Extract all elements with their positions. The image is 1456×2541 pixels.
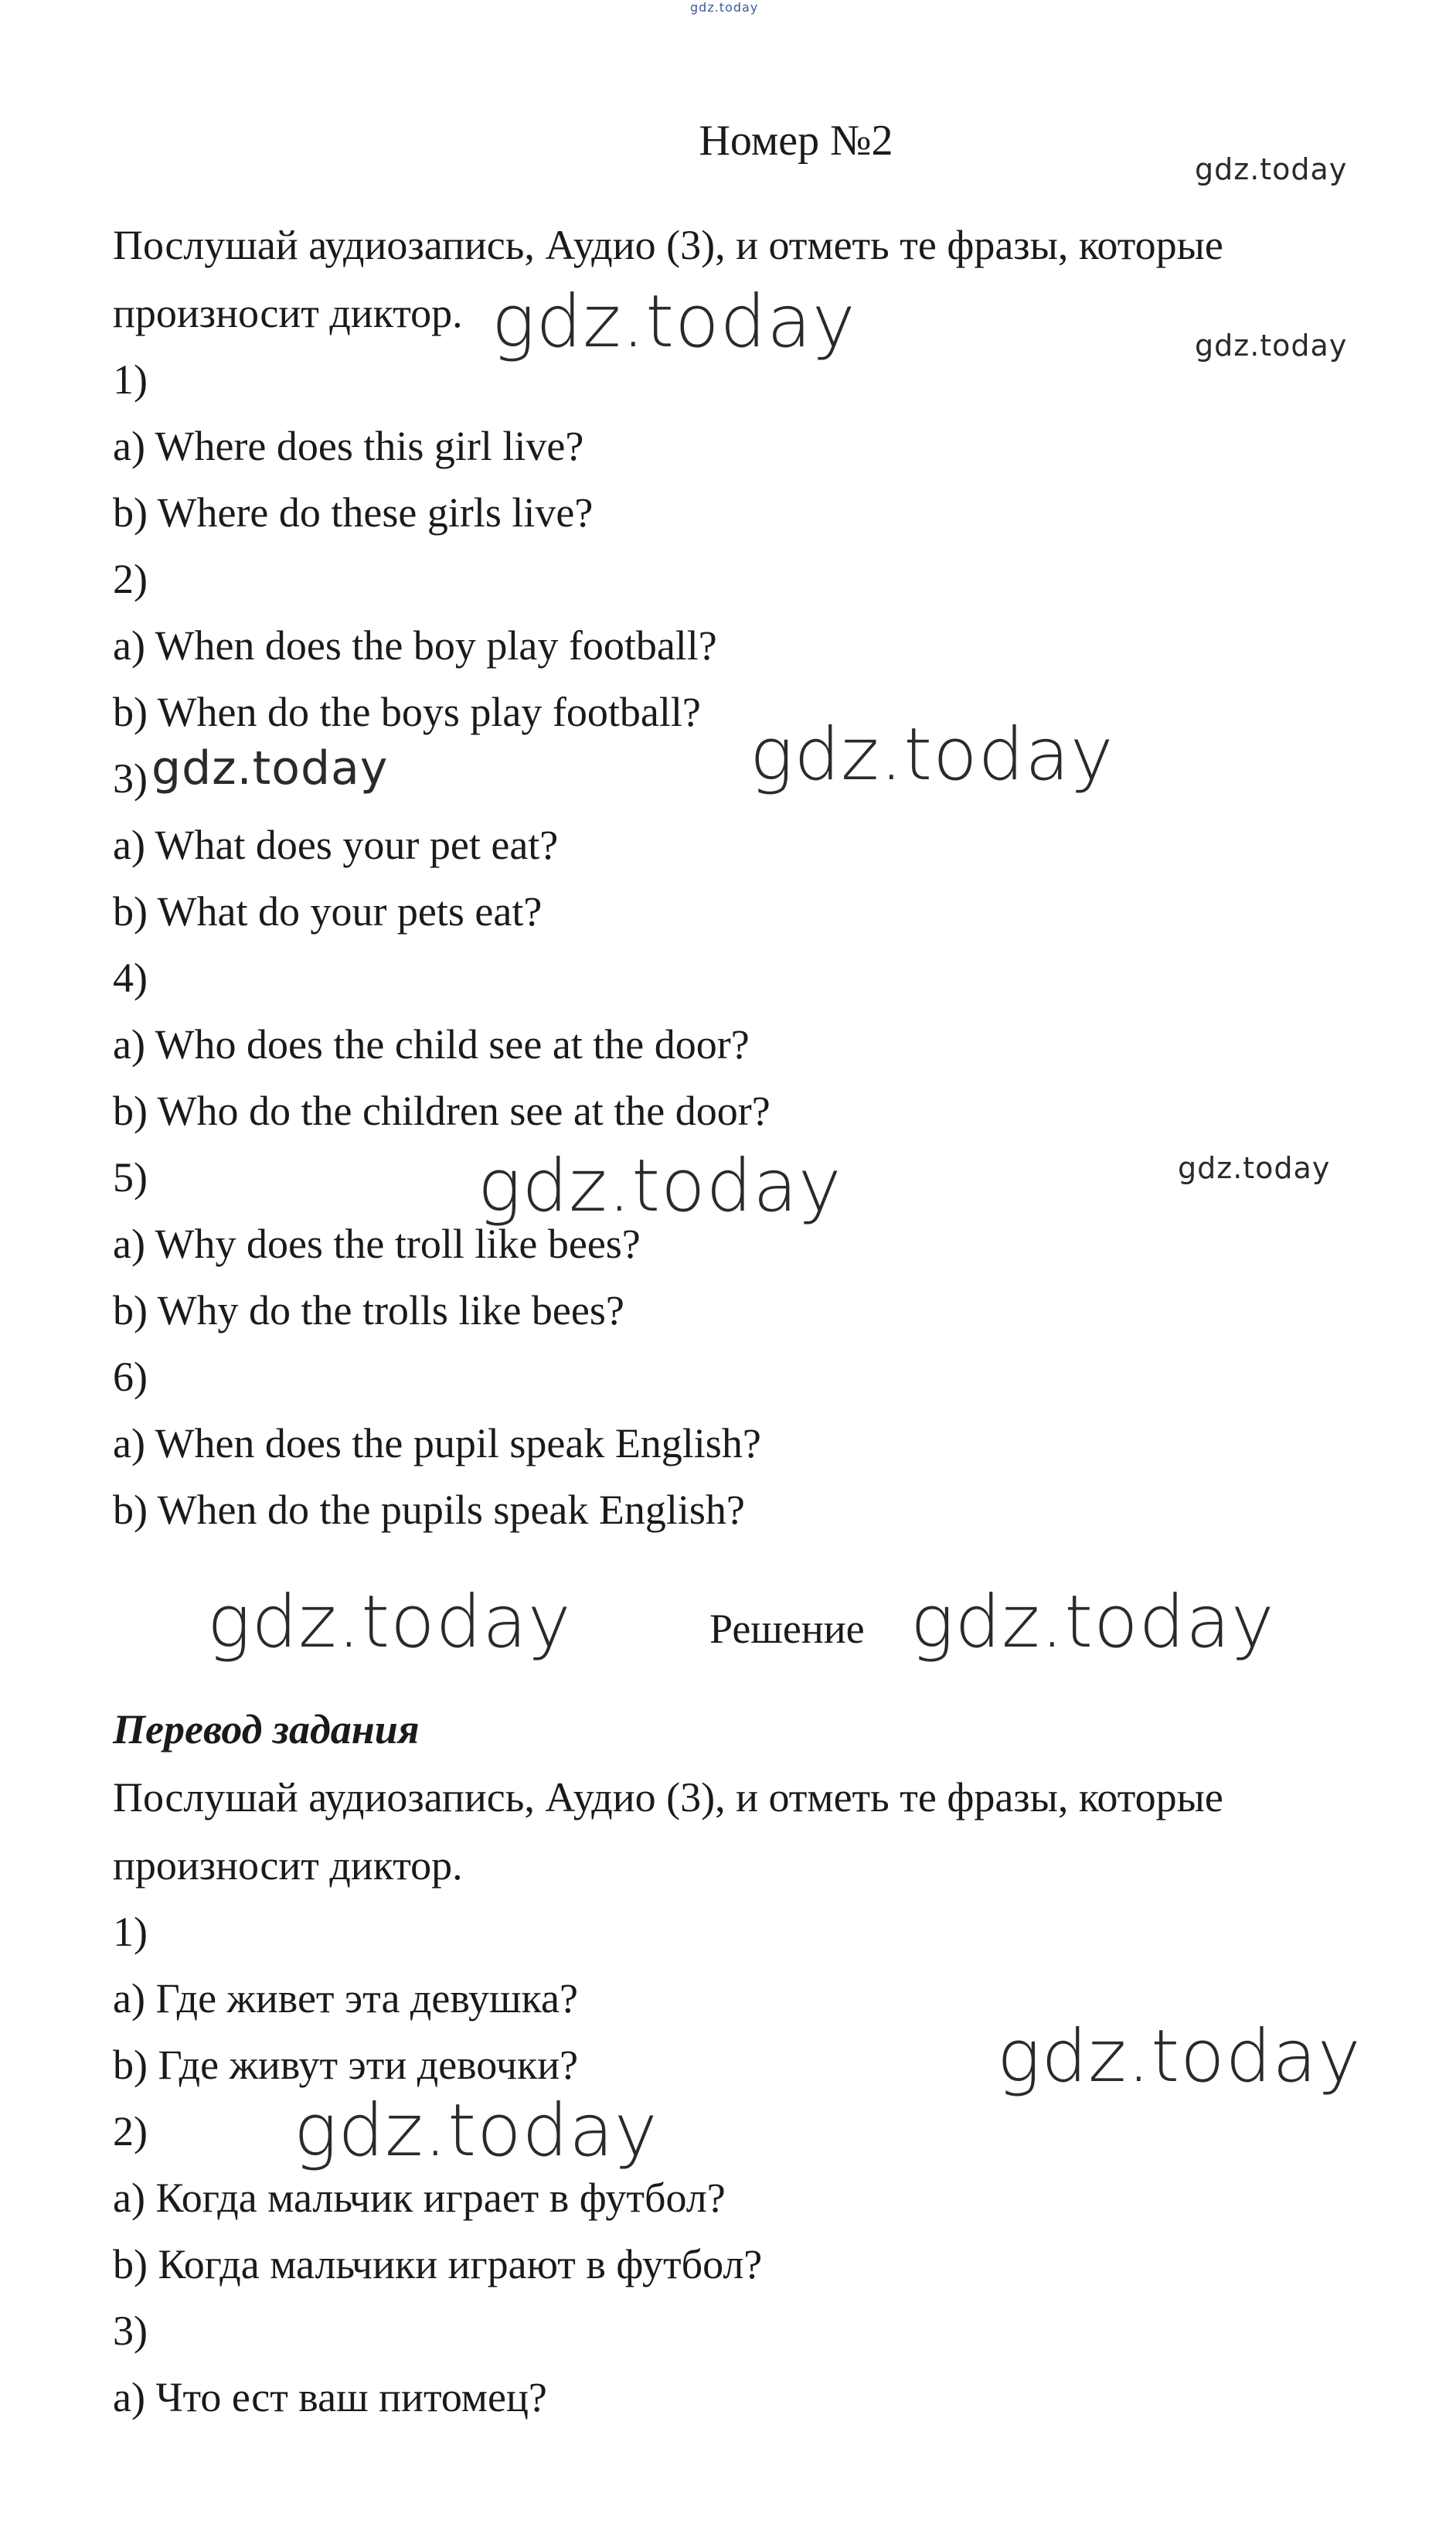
translation-intro-line-2: произносит диктор.: [113, 1842, 463, 1889]
translation-item-2-number: 2): [113, 2108, 148, 2154]
watermark: gdz.today: [151, 741, 389, 795]
watermark: gdz.today: [207, 1580, 572, 1664]
watermark: gdz.today: [1178, 1151, 1331, 1185]
task-intro-line-1: Послушай аудиозапись, Аудио (3), и отметь те фразы, которые: [113, 222, 1223, 268]
watermark: gdz.today: [750, 713, 1114, 797]
task-item-1-number: 1): [113, 356, 148, 403]
task-item-3-number: 3): [113, 755, 148, 802]
task-item-2-option-a: a) When does the boy play football?: [113, 622, 717, 669]
task-item-6-option-b: b) When do the pupils speak English?: [113, 1487, 745, 1533]
watermark: gdz.today: [1195, 152, 1348, 186]
watermark: gdz.today: [910, 1580, 1275, 1664]
watermark: gdz.today: [478, 1144, 842, 1228]
task-item-3-option-b: b) What do your pets eat?: [113, 888, 543, 935]
translation-item-1-option-b: b) Где живут эти девочки?: [113, 2042, 579, 2088]
task-item-1-option-a: a) Where does this girl live?: [113, 423, 584, 469]
solution-label: Решение: [709, 1606, 865, 1652]
task-item-1-option-b: b) Where do these girls live?: [113, 489, 594, 536]
task-item-4-option-a: a) Who does the child see at the door?: [113, 1021, 750, 1068]
task-item-4-number: 4): [113, 955, 148, 1001]
task-item-5-number: 5): [113, 1154, 148, 1201]
translation-intro-line-1: Послушай аудиозапись, Аудио (3), и отметь те фразы, которые: [113, 1774, 1223, 1821]
watermark: gdz.today: [997, 2015, 1362, 2099]
task-item-6-option-a: a) When does the pupil speak English?: [113, 1420, 761, 1466]
task-item-5-option-a: a) Why does the troll like bees?: [113, 1221, 641, 1267]
translation-heading: Перевод задания: [113, 1706, 420, 1752]
translation-item-2-option-a: a) Когда мальчик играет в футбол?: [113, 2175, 726, 2221]
translation-item-3-number: 3): [113, 2308, 148, 2354]
translation-item-3-option-a: a) Что ест ваш питомец?: [113, 2374, 547, 2420]
watermark: gdz.today: [492, 280, 856, 364]
task-intro-line-2: произносит диктор.: [113, 290, 463, 336]
task-item-5-option-b: b) Why do the trolls like bees?: [113, 1287, 624, 1334]
watermark: gdz.today: [294, 2089, 658, 2173]
watermark-top: gdz.today: [690, 0, 759, 15]
task-item-2-number: 2): [113, 556, 148, 602]
task-item-3-option-a: a) What does your pet eat?: [113, 822, 559, 868]
task-item-6-number: 6): [113, 1354, 148, 1400]
task-item-4-option-b: b) Who do the children see at the door?: [113, 1088, 771, 1134]
page-title: Номер №2: [699, 117, 893, 165]
translation-item-2-option-b: b) Когда мальчики играют в футбол?: [113, 2241, 763, 2287]
watermark: gdz.today: [1195, 329, 1348, 363]
translation-item-1-option-a: a) Где живет эта девушка?: [113, 1975, 578, 2022]
translation-item-1-number: 1): [113, 1909, 148, 1955]
task-item-2-option-b: b) When do the boys play football?: [113, 689, 701, 735]
